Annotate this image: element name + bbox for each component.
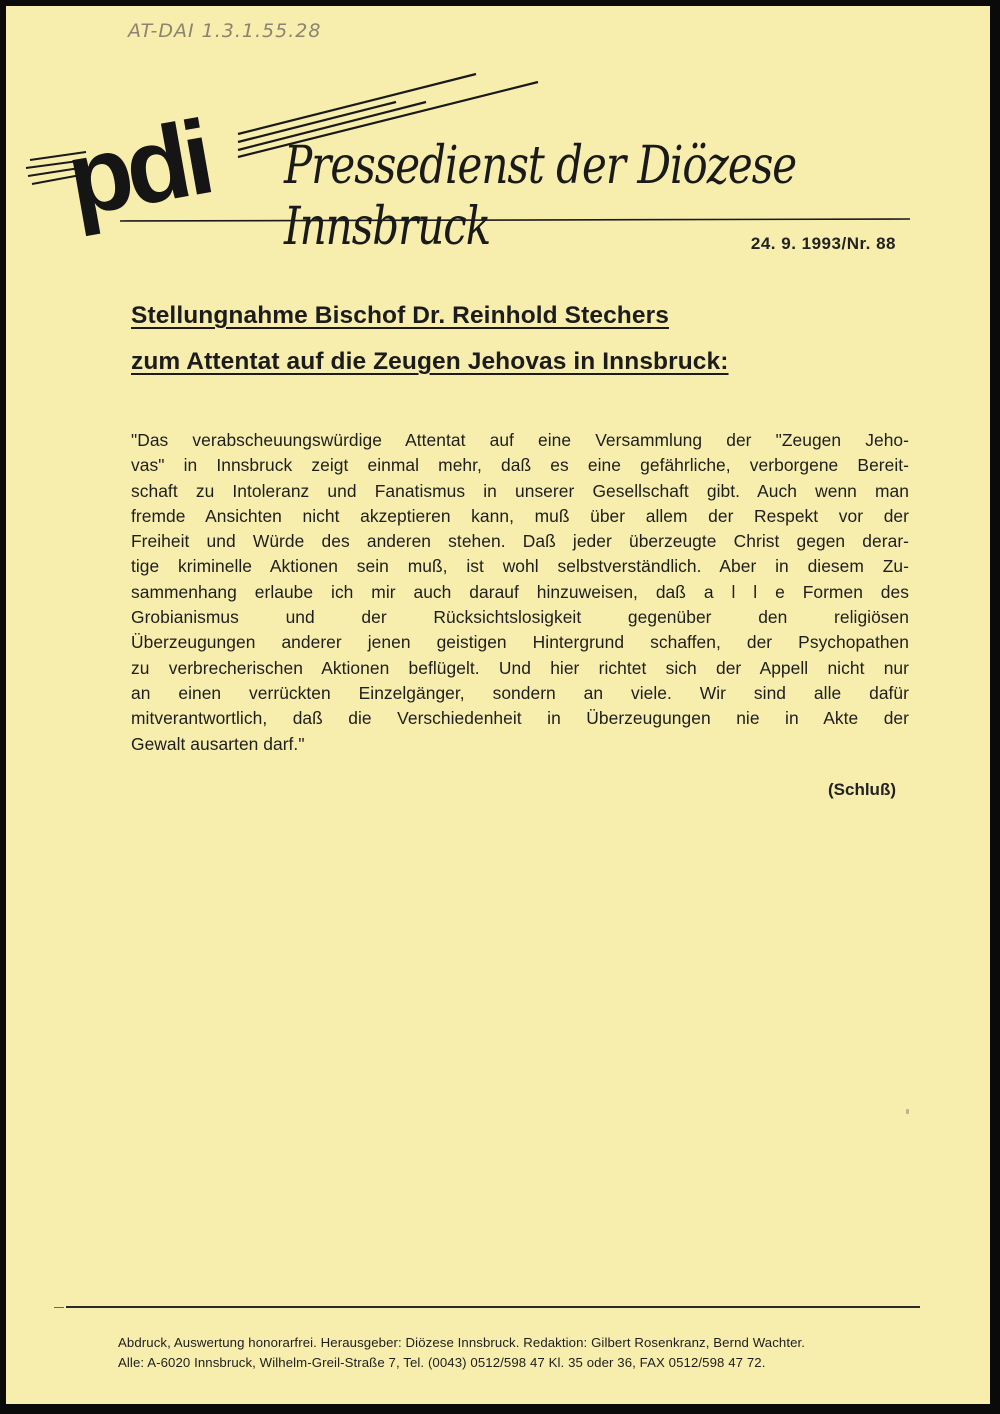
footer-imprint xyxy=(118,1333,918,1373)
body-line: schaft zu Intoleranz und Fanatismus in unserer Gesellschaft gibt. Auch wenn man xyxy=(131,480,909,501)
body-line: Gewalt ausarten darf." xyxy=(131,733,305,754)
footer-rule xyxy=(66,1306,920,1308)
body-line: Grobianismus und der Rücksichtslosigkeit gegenüber den religiösen xyxy=(131,607,909,628)
body-line: "Das verabscheuungswürdige Attentat auf eine Versammlung der "Zeugen Jeho- xyxy=(131,430,909,450)
statement-body xyxy=(131,428,909,757)
archive-reference-handwritten: AT-DAI 1.3.1.55.28 xyxy=(128,20,322,42)
body-line: Überzeugungen anderer jenen geistigen Hintergrund schaffen, der Psychopathen xyxy=(131,632,909,653)
body-line: an einen verrückten Einzelgänger, sondern an viele. Wir sind alle dafür xyxy=(131,682,909,703)
masthead-title: Pressedienst der Diözese Innsbruck xyxy=(284,134,797,257)
issue-date-number: 24. 9. 1993/Nr. 88 xyxy=(750,234,896,253)
body-line: mitverantwortlich, daß die Verschiedenheit in Überzeugungen nie in Akte der xyxy=(131,708,909,729)
document-page xyxy=(6,6,990,1404)
paper-speck xyxy=(906,1109,909,1114)
body-line: zu verbrecherischen Aktionen beflügelt. Und hier richtet sich der Appell nicht nur xyxy=(131,657,909,678)
footer-line-1: Abdruck, Auswertung honorarfrei. Herausgeber: Diözese Innsbruck. Redaktion: Gilbert Rosenkranz, Bernd Wachter. xyxy=(118,1335,806,1350)
headline-line-1: Stellungnahme Bischof Dr. Reinhold Stechers xyxy=(131,302,669,329)
body-line: vas" in Innsbruck zeigt einmal mehr, daß es eine gefährliche, verborgene Bereit- xyxy=(131,455,909,476)
headline-line-2: zum Attentat auf die Zeugen Jehovas in Innsbruck: xyxy=(131,348,729,375)
closing-mark: (Schluß) xyxy=(828,780,896,799)
body-line: sammenhang erlaube ich mir auch darauf hinzuweisen, daß a l l e Formen des xyxy=(131,581,909,602)
body-line: tige kriminelle Aktionen sein muß, ist wohl selbstverständlich. Aber in diesem Zu- xyxy=(131,556,909,577)
logo-letters xyxy=(59,99,217,238)
footer-rule-dash xyxy=(54,1307,64,1308)
logo-text: pdi xyxy=(58,99,217,239)
body-line: fremde Ansichten nicht akzeptieren kann, muß über allem der Respekt vor der xyxy=(131,505,909,526)
body-line: Freiheit und Würde des anderen stehen. Daß jeder überzeugte Christ gegen derar- xyxy=(131,531,909,552)
footer-line-2: Alle: A-6020 Innsbruck, Wilhelm-Greil-Straße 7, Tel. (0043) 0512/598 47 Kl. 35 oder 36, FAX 0512/598 47 72. xyxy=(118,1355,766,1370)
